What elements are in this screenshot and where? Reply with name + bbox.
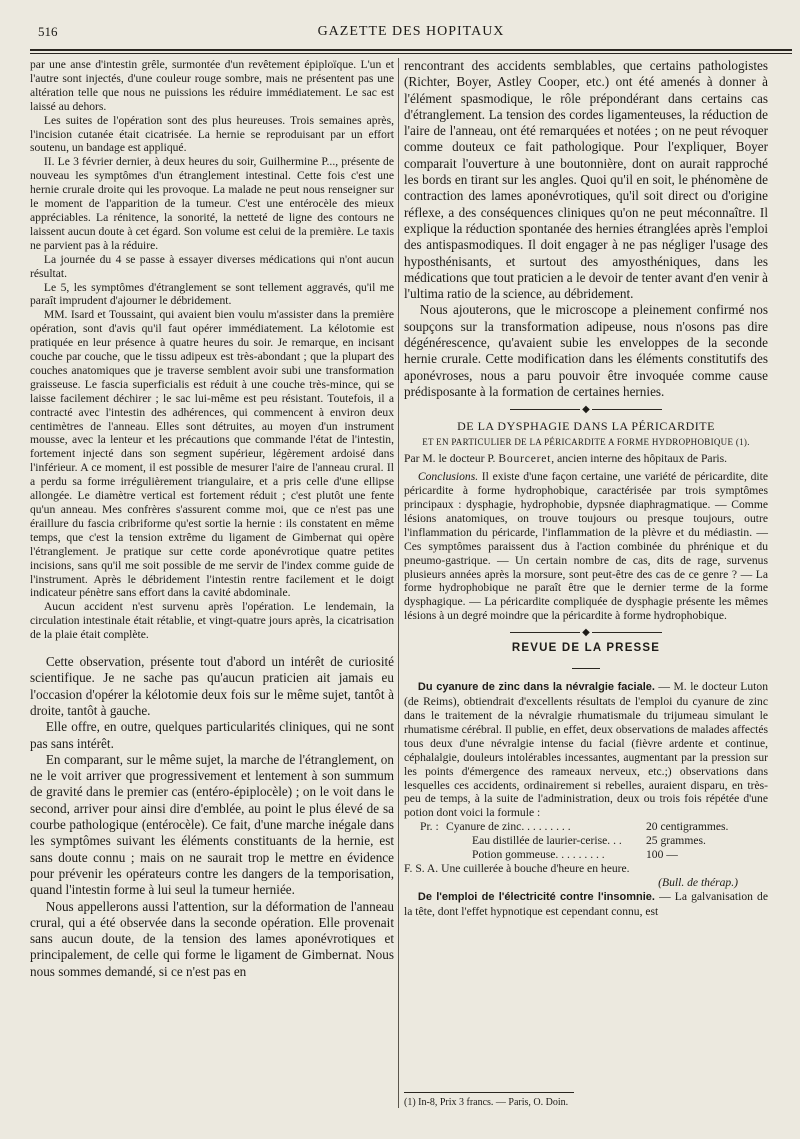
paragraph: par une anse d'intestin grêle, surmontée d'un revêtement épiploïque. L'un et l'autre sont injectés, d'une couleur rouge sombre, mais ne présentent pas une altération telle que nous ne puissions les réduire immédiatement. Le sac est laissé au dehors. bbox=[30, 58, 394, 113]
right-column bbox=[404, 58, 768, 919]
source-citation: (Bull. de thérap.) bbox=[658, 876, 738, 890]
running-title: GAZETTE DES HOPITAUX bbox=[317, 24, 505, 39]
article-author: Par M. le docteur P. Bourceret, ancien interne des hôpitaux de Paris. bbox=[404, 452, 728, 466]
formula-row: Pr. : Cyanure de zinc. . . . . . . . . 20 centigrammes. bbox=[420, 820, 729, 834]
column-divider bbox=[398, 58, 399, 1108]
paragraph: Cette observation, présente tout d'abord un intérêt de curiosité scientifique. Je ne sache pas qu'aucun praticien ait jamais eu l'occasion d'opérer la kélotomie deux fois sur le même sujet, tantôt à droite, tantôt à gauche. bbox=[30, 654, 394, 718]
formula-row: Eau distillée de laurier-cerise. . . 25 grammes. bbox=[472, 834, 706, 848]
conclusions-label: Conclusions. bbox=[417, 470, 479, 484]
footnote-rule bbox=[404, 1092, 574, 1093]
author-name: Bourceret bbox=[498, 452, 552, 466]
page-header bbox=[30, 22, 792, 48]
article-dysphagie bbox=[404, 419, 768, 623]
commentary-text bbox=[30, 654, 394, 980]
paragraph: Aucun accident n'est survenu après l'opération. Le lendemain, la circulation intestinale était rétablie, et vingt-quatre jours après, la cicatrisation de la plaie était complète. bbox=[30, 600, 394, 642]
paragraph: En comparant, sur le même sujet, la marche de l'étranglement, on ne le voit arriver que progressivement et lentement à son summum de gravité dans le premier cas (entéro-épiplocèle) ; on le voit dans le second, arriver pour ainsi dire d'emblée, au point le plus élevé de sa courbe pathologique (entérocèle). Ce fait, d'une marche inégale dans les symptômes suivant les éléments constituants de la hernie, est sans doute connu ; mais on ne saurait trop le mettre en évidence pour prévenir les opérateurs contre les dangers de la temporisation, quand l'intestin forme à lui seul la tumeur herniée. bbox=[30, 751, 394, 898]
entry-heading: De l'emploi de l'électricité contre l'insomnie. bbox=[417, 891, 655, 904]
paragraph: rencontrant des accidents semblables, que certains pathologistes (Richter, Boyer, Astley Cooper, etc.) ont été amenés à donner à l'élément spasmodique, le rôle prépondérant dans certains cas d'étranglement. La tension des cordes ligamenteuses, la réduction de l'aire de l'anneau, ont été remarquées et notées ; on ne peut révoquer comme douteux ce fait pathologique. Pour l'expliquer, Boyer comparait l'ouverture à une boutonnière, dont on aurait rapproché les bords en tirant sur les angles. Quoi qu'il en soit, le phénomène de contraction des lames aponévrotiques, qu'il soit direct ou d'origine réflexe, a des conséquences cliniques qu'on ne peut méconnaître. Il explique la réduction spontanée des hernies étranglées après l'emploi des antispasmodiques. Il doit engager à ne pas négliger l'usage des hyposthénisants, et surtout des amyosthéniques, dans les médications que tout praticien a le devoir de tenter avant d'en venir à l'ultima ratio de la science, au débridement. bbox=[404, 58, 768, 302]
press-rule bbox=[404, 656, 768, 674]
paragraph: MM. Isard et Toussaint, qui avaient bien voulu m'assister dans la première opération, sont d'avis qu'il faut opérer immédiatement. La kélotomie est pratiquée en leur présence à quatre heures du soir. Je remarque, en incisant couche par couche, que le tissu adipeux est très-abondant ; que la plupart des couches anatomiques que je traverse semblent avoir subi une transformation graisseuse. Le fascia superficialis est réduit à une couche très-mince, qui se laisse facilement déchirer ; le sac lui-même est peu résistant. Toutefois, il a contracté avec l'intestin des adhérences, qui commencent à environ deux centimètres de l'anneau. Elles sont détruites, au moyen d'un instrument mousse, avec la lenteur et les précautions que commande l'état de l'intestin, fortement injecté dans son segment supérieur, légèrement ardoisé dans l'inférieur. A ce moment, il est possible de mesurer l'aire de l'anneau crural. Il a perdu sa forme irrégulièrement triangulaire, et a pris celle d'une ellipse allongée. Le diamètre vertical est fortement réduit ; c'est plutôt une fente qu'un anneau. Mes confrères s'assurent comme moi, que ce n'est pas une éraillure du fascia cribriforme qu'est sortie la hernie : ils constatent en même temps, que c'est la tension extrême du ligament de Gimbernat qui opère l'étranglement. Je pratique sur cette corde aponévrotique quatre petites incisions, sans qu'il me soit possible de me servir de l'index comme guide de l'instrument. Après le débridement l'intestin rentre facilement et le doigt indicateur pénètre sans effort dans la cavité abdominale. bbox=[30, 308, 394, 600]
paragraph: Nous ajouterons, que le microscope a pleinement confirmé nos soupçons sur la transformation adipeuse, nous n'osons pas dire dégénérescence, qu'avaient subie les enveloppes de la seconde hernie crurale. Cette modification dans les éléments constitutifs des aponévroses, nous a paru pouvoir être invoquée comme cause prédisposante à la formation de certaines hernies. bbox=[404, 302, 768, 399]
press-review bbox=[404, 642, 768, 919]
paragraph: Les suites de l'opération sont des plus heureuses. Trois semaines après, l'incision cutanée était cicatrisée. La hernie se reproduisant par un effort soutenu, un bandage est appliqué. bbox=[30, 113, 394, 155]
press-entry: De l'emploi de l'électricité contre l'insomnie. — La galvanisation de la tête, dont l'effet hypnotique est cependant connu, est bbox=[404, 890, 768, 919]
article-title: DE LA DYSPHAGIE DANS LA PÉRICARDITE bbox=[457, 419, 715, 434]
press-title: REVUE DE LA PRESSE bbox=[511, 642, 661, 655]
paragraph: Elle offre, en outre, quelques particularités cliniques, qui ne sont pas sans intérêt. bbox=[30, 719, 394, 751]
paragraph: II. Le 3 février dernier, à deux heures du soir, Guilhermine P..., présente de nouveau les symptômes d'un étranglement intestinal. Cette fois c'est une hernie crurale droite qui les provoque. La malade ne peut nous renseigner sur le moment de l'apparition de la tumeur. C'est une entérocèle des mieux appréciables. La rénitence, la sonorité, la netteté de ligne des contours ne laissent aucun doute à cet égard. Son volume est celui de la première. Le taxis ne parvient pas à la réduire. bbox=[30, 155, 394, 252]
paragraph: Nous appellerons aussi l'attention, sur la déformation de l'anneau crural, qui a été observée dans la seconde opération. Elle provenait sans aucun doute, de la tension des lames aponévrotiques et principalement, de celle qui forme le ligament de Gimbernat. Nous nous sommes demandé, si ce n'est pas en bbox=[30, 898, 394, 979]
formula-instructions: F. S. A. Une cuillerée à bouche d'heure en heure. bbox=[404, 862, 630, 876]
left-column bbox=[30, 58, 394, 980]
commentary-continued bbox=[404, 58, 768, 400]
paragraph: La journée du 4 se passe à essayer diverses médications qui n'ont aucun résultat. bbox=[30, 252, 394, 280]
article-conclusions: Conclusions. Il existe d'une façon certaine, une variété de péricardite, dite péricardite à forme hydrophobique, caractérisée par trois symptômes principaux : dysphagie, hydrophobie, dypsnée diaphragmatique. — Comme lésions anatomiques, on trouve toujours ou presque toujours, outre l'inflammation du péricarde, l'inflammation de la plèvre et du médiastin. — Ces symptômes paraissent dus à l'action combinée du phrénique et du pneumo-gastrique. — Un certain nombre de cas, dits de rage, survenus plusieurs années après la morsure, sont peut-être des cas de ce genre ? — La forme hydrophobique ne paraît être que le dernier terme de la forme dysphagique. — La péricardite compliquée de dysphagie présente les mêmes lésions à un degré moindre que la péricardite à forme hydrophobique. bbox=[404, 470, 768, 623]
formula-row: Potion gommeuse. . . . . . . . . 100 — bbox=[472, 848, 678, 862]
section-separator: ◆ bbox=[404, 404, 768, 416]
header-rule-thin bbox=[30, 53, 792, 54]
paragraph: Le 5, les symptômes d'étranglement se sont tellement aggravés, qu'il me paraît imprudent d'ajourner le débridement. bbox=[30, 280, 394, 308]
press-entry: Du cyanure de zinc dans la névralgie faciale. — M. le docteur Luton (de Reims), obtiendrait d'excellents résultats de l'emploi du cyanure de zinc dans le traitement de la névralgie rhumatismale du trijumeau simulant le rhumatisme cérébral. Il publie, en effet, deux observations de malades affectés tous deux d'une névralgie intense du facial (fièvre ardente et continue, céphalalgie, douleurs intolérables incessantes, augmentant par la pression sur les points d'émergence des rameaux nerveux, etc.;) observations dans lesquelles ces accidents, ordinairement si rebelles, auraient disparu, en très-peu de temps, à la suite de l'administration, deux ou trois fois répétée d'une potion dont voici la formule : bbox=[404, 680, 768, 820]
footnote: (1) In-8, Prix 3 francs. — Paris, O. Doin. bbox=[404, 1097, 569, 1108]
section-separator: ◆ bbox=[404, 627, 768, 639]
entry-heading: Du cyanure de zinc dans la névralgie faciale. bbox=[417, 681, 655, 694]
formula-table bbox=[404, 820, 768, 876]
header-rule bbox=[30, 49, 792, 51]
case-report-text bbox=[30, 58, 394, 642]
page-number: 516 bbox=[38, 24, 58, 39]
article-subtitle: ET EN PARTICULIER DE LA PÉRICARDITE A FORME HYDROPHOBIQUE (1). bbox=[422, 437, 750, 448]
